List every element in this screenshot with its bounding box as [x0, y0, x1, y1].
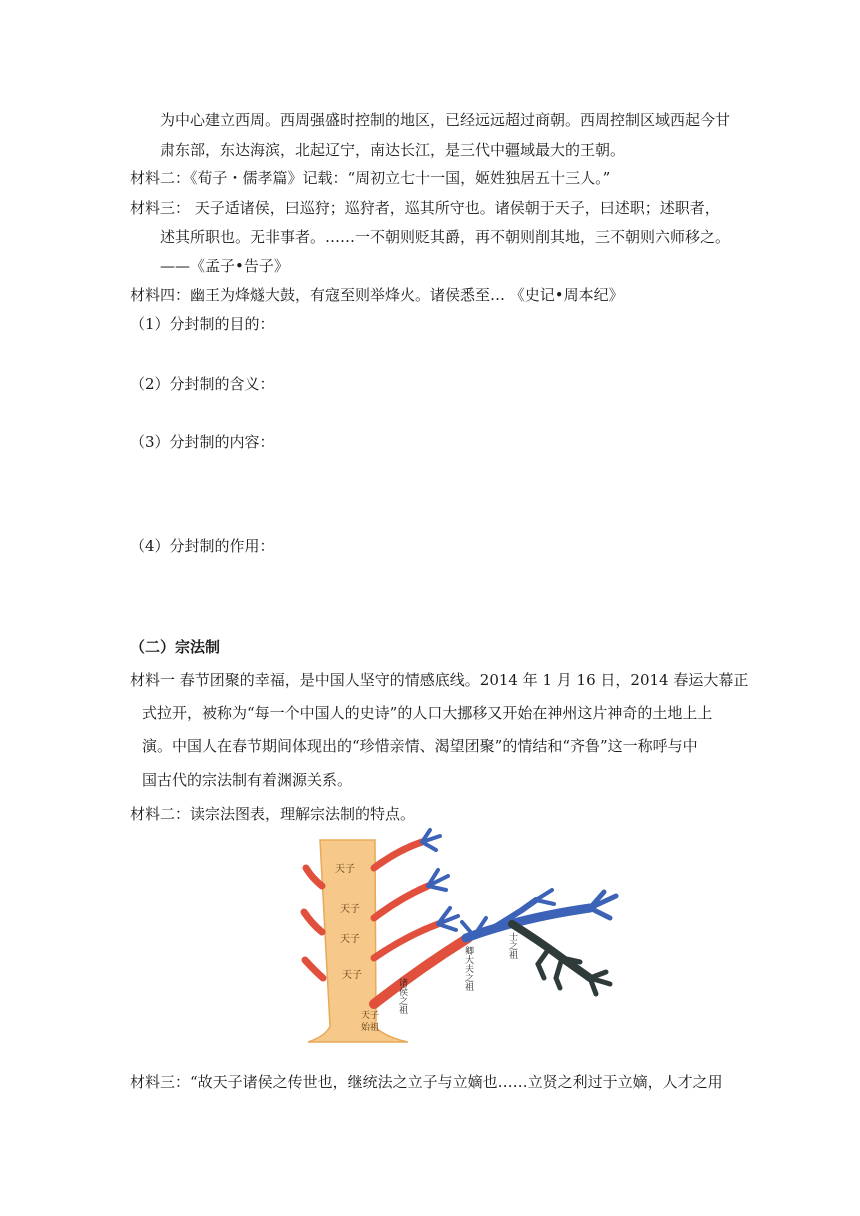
material-3-source: ——《孟子•告子》 [160, 257, 289, 275]
trunk-label-1: 天子 [335, 864, 355, 875]
paragraph-line: 肃东部，东达海滨，北起辽宁，南达长江，是三代中疆域最大的王朝。 [160, 141, 626, 159]
question-2: （2）分封制的含义： [130, 375, 275, 393]
question-3: （3）分封制的内容： [130, 433, 275, 451]
material-1-line: 材料一 春节团聚的幸福，是中国人坚守的情感底线。2014 年 1 月 16 日，2014 春运大幕正 [130, 671, 749, 689]
question-4: （4）分封制的作用： [130, 537, 275, 555]
right-red-branches [374, 842, 438, 958]
material-2: 材料二：《荀子・儒孝篇》记载：“周初立七十一国，姬姓独居五十三人。” [130, 169, 611, 187]
left-red-branches [304, 868, 323, 978]
scholar-branch [512, 924, 590, 978]
trunk-label-3: 天子 [340, 934, 360, 945]
section-heading: （二）宗法制 [130, 638, 221, 656]
material-1-line: 式拉开，被称为“每一个中国人的史诗”的人口大挪移又开始在神州这片神奇的土地上上 [142, 704, 713, 722]
material-1-line: 国古代的宗法制有着渊源关系。 [142, 771, 353, 789]
scholar-forks [538, 950, 610, 994]
branch-tips [422, 830, 458, 930]
base-label-2: 始祖 [360, 1023, 380, 1033]
material-3-line: 述其所职也。无非事者。……一不朝则贬其爵，再不朝则削其地，三不朝则六师移之。 [160, 228, 731, 246]
material-4: 材料四：幽王为烽燧大鼓，有寇至则举烽火。诸侯悉至… 《史记•周本纪》 [130, 286, 624, 304]
material-2-line: 材料二：读宗法图表，理解宗法制的特点。 [130, 805, 416, 823]
scholar-ancestor-label: 士之祖 [507, 932, 517, 959]
minister-ancestor-label: 卿大夫之祖 [463, 946, 473, 991]
material-3-line: 材料三：“故天子诸侯之传世也，继统法之立子与立嫡也……立贤之利过于立嫡，人才之用 [130, 1073, 723, 1091]
paragraph-line: 为中心建立西周。西周强盛时控制的地区，已经远远超过商朝。西周控制区域西起今甘 [160, 111, 731, 129]
trunk-label-4: 天子 [342, 970, 362, 981]
vassal-ancestor-label: 诸侯之祖 [397, 978, 407, 1014]
question-1: （1）分封制的目的： [130, 315, 275, 333]
trunk-label-2: 天子 [340, 904, 360, 915]
zongfa-tree-diagram [290, 828, 650, 1048]
material-3-line: 材料三： 天子适诸侯，曰巡狩；巡狩者，巡其所守也。诸侯朝于天子，曰述职；述职者， [130, 199, 720, 217]
material-1-line: 演。中国人在春节期间体现出的“珍惜亲情、渴望团聚”的情结和“齐鲁”这一称呼与中 [142, 737, 698, 755]
base-label-1: 天子 [360, 1011, 380, 1021]
